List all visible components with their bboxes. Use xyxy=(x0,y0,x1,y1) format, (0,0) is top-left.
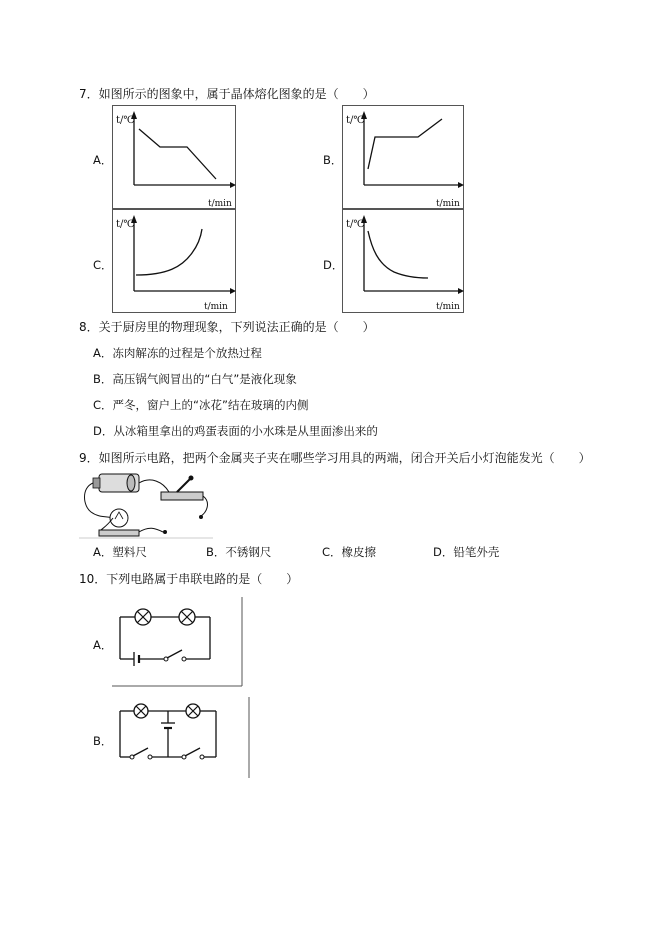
q10-option-b-label: B． xyxy=(93,734,113,748)
metal-clip-icon xyxy=(163,530,167,534)
x-axis-label: t/min xyxy=(436,199,460,209)
q8-option-a: A．冻肉解冻的过程是个放热过程 xyxy=(93,346,262,360)
q9-option-d: D．铅笔外壳 xyxy=(433,545,500,559)
y-axis-label: t/℃ xyxy=(346,219,365,230)
lamp-icon xyxy=(134,704,148,718)
q10-option-a-label: A． xyxy=(93,638,113,652)
metal-clip-icon xyxy=(199,515,203,519)
lamp-icon xyxy=(186,704,200,718)
y-axis-label: t/℃ xyxy=(116,219,135,230)
q8-option-d: D．从冰箱里拿出的鸡蛋表面的小水珠是从里面渗出来的 xyxy=(93,424,378,438)
q9-circuit-illustration xyxy=(79,466,213,540)
curve xyxy=(368,231,428,278)
q9-option-a: A．塑料尺 xyxy=(93,545,147,559)
question-10-stem: 10．下列电路属于串联电路的是（ ） xyxy=(79,572,299,586)
q9-option-c: C．橡皮擦 xyxy=(322,545,377,559)
q10-circuit-a xyxy=(112,597,244,687)
question-7-stem: 7．如图所示的图象中，属于晶体熔化图象的是（ ） xyxy=(79,87,375,101)
x-axis-label: t/min xyxy=(204,302,228,312)
q7-graph-b xyxy=(342,105,464,209)
y-axis-label: t/℃ xyxy=(116,115,135,126)
q8-option-b: B．高压锅气阀冒出的“白气”是液化现象 xyxy=(93,372,297,386)
q7-graph-a xyxy=(112,105,236,209)
question-9-stem: 9．如图所示电路，把两个金属夹子夹在哪些学习用具的两端，闭合开关后小灯泡能发光（ ） xyxy=(79,451,591,465)
q7-graph-d xyxy=(342,209,464,313)
q7-option-b-label: B． xyxy=(323,153,343,167)
y-axis-label: t/℃ xyxy=(346,115,365,126)
x-axis-label: t/min xyxy=(436,302,460,312)
question-8-stem: 8．关于厨房里的物理现象，下列说法正确的是（ ） xyxy=(79,320,375,334)
curve xyxy=(368,119,442,169)
switch-icon xyxy=(167,650,182,658)
switch-icon xyxy=(161,492,203,500)
curve xyxy=(139,129,216,179)
q7-option-c-label: C． xyxy=(93,258,113,272)
lamp-icon xyxy=(135,609,151,625)
q7-option-a-label: A． xyxy=(93,153,113,167)
curve xyxy=(136,229,202,275)
lamp-icon xyxy=(179,609,195,625)
switch-icon xyxy=(185,748,200,756)
q7-option-d-label: D． xyxy=(323,258,344,272)
q9-option-b: B．不锈钢尺 xyxy=(206,545,272,559)
switch-icon xyxy=(133,748,148,756)
x-axis-label: t/min xyxy=(208,199,232,209)
q10-circuit-b xyxy=(112,697,252,779)
q7-graph-c xyxy=(112,209,236,313)
q8-option-c: C．严冬，窗户上的“冰花”结在玻璃的内侧 xyxy=(93,398,309,412)
